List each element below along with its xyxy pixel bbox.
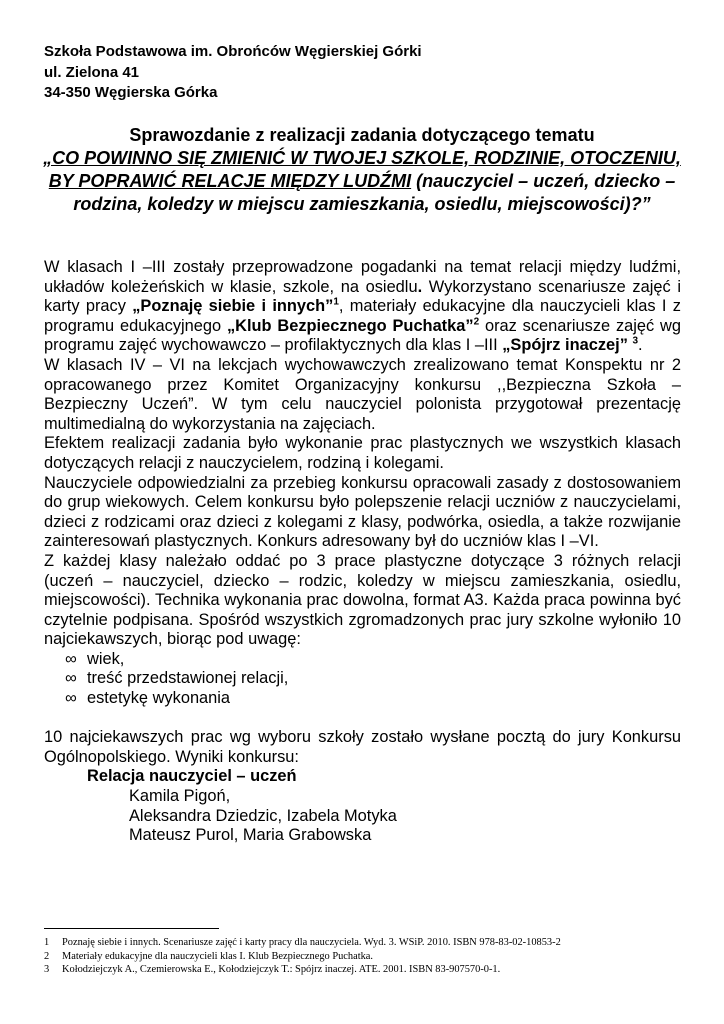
school-city: 34-350 Węgierska Górka — [44, 84, 218, 101]
paragraph-effect: Efektem realizacji zadania było wykonanie prac plastycznych we wszystkich klasach dotyczących relacji z nauczycielem, rodziną i kolegami. — [44, 434, 681, 472]
footnote: 2 Materiały edukacyjne dla nauczycieli klas I. Klub Bezpiecznego Puchatka. — [44, 950, 374, 962]
reference-1: „Poznaję siebie i innych” — [132, 297, 334, 316]
footnote-ref-2: 2 — [473, 316, 480, 328]
infinity-bullet-icon: ∞ — [65, 649, 77, 668]
reference-2: „Klub Bezpiecznego Puchatka” — [226, 316, 474, 335]
report-body — [44, 258, 681, 846]
paragraph-grades-4-6: W klasach IV – VI na lekcjach wychowawczych zrealizowano temat Konspektu nr 2 opracowanego przez Komitet Organizacyjny konkursu ,,Bezpieczna Szkoła – Bezpieczny Uczeń”. W tym celu nauczyciel polonista przygotował prezentację multimedialną do wykorzystania na zajęciach. — [44, 355, 681, 433]
footnote: 3 Kołodziejczyk A., Czemierowska E., Kołodziejczyk T.: Spójrz inaczej. ATE. 2001. ISBN 83-907570-0-1. — [44, 964, 501, 976]
footnote: 1 Poznaję siebie i innych. Scenariusze zajęć i karty pracy dla nauczyciela. Wyd. 3. WSiP. 2010. ISBN 978-83-02-10853-2 — [44, 937, 561, 948]
report-title — [40, 124, 684, 216]
title-topic-paren: (nauczyciel – uczeń, dziecko – rodzina, koledzy w miejscu zamieszkania, osiedlu, miejscowości)?” — [73, 171, 676, 214]
paragraph-results: 10 najciekawszych prac wg wyboru szkoły zostało wysłane pocztą do jury Konkursu Ogólnopolskiego. Wyniki konkursu: — [44, 728, 681, 766]
infinity-bullet-icon: ∞ — [65, 689, 77, 708]
school-address — [44, 42, 422, 104]
winner-line: Kamila Pigoń, — [129, 787, 231, 806]
list-item: ∞ estetykę wykonania — [65, 689, 231, 708]
list-item: ∞ wiek, — [65, 649, 125, 668]
spacer — [44, 709, 681, 729]
reference-3: „Spójrz inaczej” — [502, 336, 628, 355]
title-intro: Sprawozdanie z realizacji zadania dotyczącego tematu — [129, 125, 595, 145]
title-topic: „CO POWINNO SIĘ ZMIENIĆ W TWOJEJ SZKOLE, RODZINIE, OTOCZENIU, BY POPRAWIĆ RELACJE MIĘDZY LUDŹMI — [43, 148, 681, 191]
paragraph-grades-1-3: W klasach I –III zostały przeprowadzone pogadanki na temat relacji między ludźmi, układów koleżeńskich w klasie, szkole, na osiedlu. Wykorzystano scenariusze zajęć i karty pracy „Poznaję siebie i innych”$^1$, materiały edukacyjne dla nauczycieli klas I z programu edukacyjnego „Klub Bezpiecznego Puchatka”$^2$ oraz scenariusze zajęć wg programu zajęć wychowawczo – profilaktycznych dla klas I –III „Spójrz inaczej” $^3$. — [44, 258, 682, 355]
school-street: ul. Zielona 41 — [44, 63, 140, 81]
footnote-ref-1: 1 — [333, 296, 339, 308]
footnotes — [44, 936, 694, 977]
footnote-divider — [44, 928, 219, 929]
footnote-ref-3: 3 — [632, 335, 639, 347]
winner-line: Aleksandra Dziedzic, Izabela Motyka — [129, 806, 397, 825]
list-item: ∞ treść przedstawionej relacji, — [65, 669, 289, 688]
infinity-bullet-icon: ∞ — [65, 669, 77, 688]
winner-line: Mateusz Purol, Maria Grabowska — [129, 826, 372, 845]
winners-list — [44, 787, 681, 846]
results-category: Relacja nauczyciel – uczeń — [87, 767, 297, 786]
paragraph-contest-rules: Nauczyciele odpowiedzialni za przebieg konkursu opracowali zasady z dostosowaniem do grup wiekowych. Celem konkursu było polepszenie relacji uczniów z nauczycielami, dzieci z rodzicami oraz dzieci z kolegami z klasy, podwórka, osiedla, a także rozwijanie zainteresowań plastycznych. Konkurs adresowany był do uczniów klas I –VI. — [44, 473, 681, 551]
criteria-list — [44, 650, 681, 709]
school-name: Szkoła Podstawowa im. Obrońców Węgierskiej Górki — [44, 43, 422, 60]
paragraph-submission: Z każdej klasy należało oddać po 3 prace plastyczne dotyczące 3 różnych relacji (uczeń – nauczyciel, dziecko – rodzic, koledzy w miejscu zamieszkania, osiedlu, miejscowości). Technika wykonania prac dowolna, format A3. Każda praca powinna być czytelnie podpisana. Spośród wszystkich zgromadzonych prac jury szkolne wyłoniło 10 najciekawszych, biorąc pod uwagę: — [44, 551, 681, 649]
